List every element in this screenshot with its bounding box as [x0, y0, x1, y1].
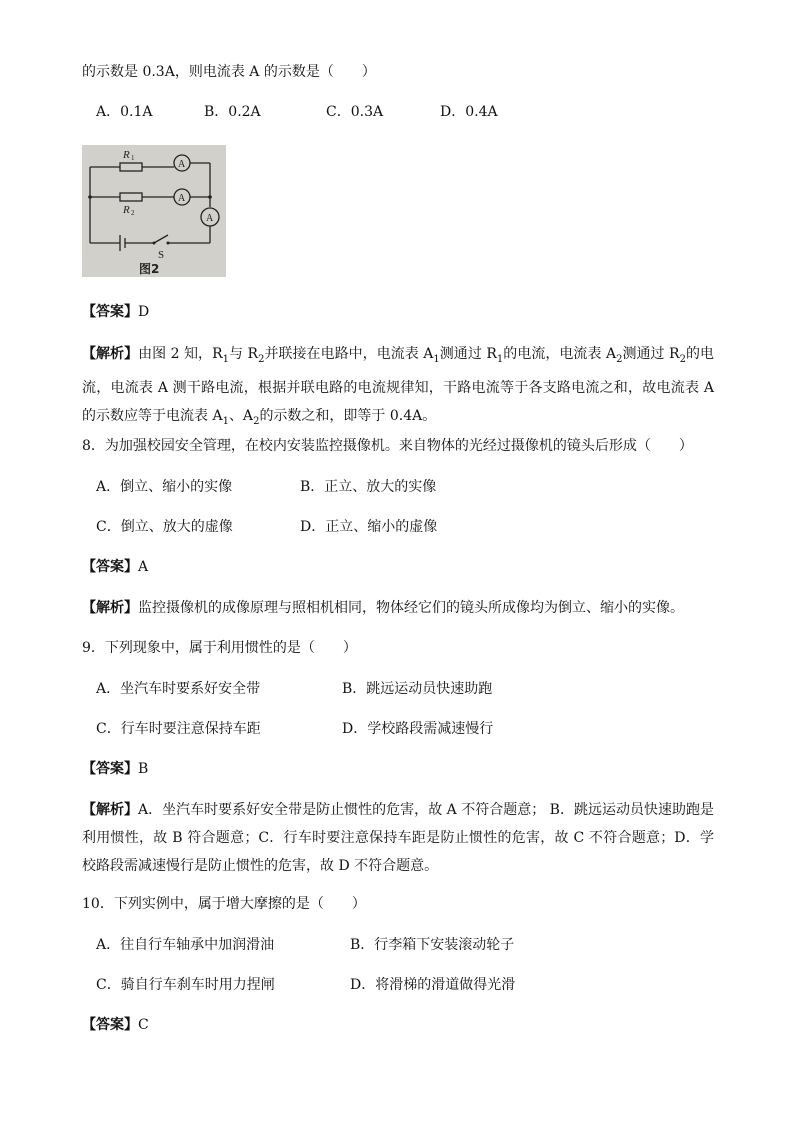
- q9-stem: 9．下列现象中，属于利用惯性的是（ ）: [82, 640, 357, 656]
- analysis-text: 、A: [228, 407, 254, 424]
- answer-value: C: [138, 1017, 149, 1033]
- analysis-tag: 【解析】: [82, 802, 139, 818]
- analysis-text: 测通过 R: [622, 346, 680, 362]
- analysis-tag: 【解析】: [82, 346, 139, 362]
- analysis-text: 的电流，电流表 A 测干路电流，根据并联电路的电流规律知，干路电流等于各支路电流之和，故电流表 A 的示数应等于电流表 A: [82, 346, 715, 424]
- q7-answer: [82, 302, 714, 322]
- q8-stem: 8．为加强校园安全管理，在校内安装监控摄像机。来自物体的光经过摄像机的镜头后形成（ ）: [82, 438, 693, 454]
- analysis-text: 的示数之和，即等于 0.4A。: [259, 407, 437, 424]
- q9-analysis: [82, 796, 714, 880]
- answer-tag: 【答案】: [82, 304, 138, 320]
- q7-analysis: [82, 340, 714, 436]
- q7-option-a: A．0.1A: [96, 104, 153, 120]
- q9-answer: [82, 759, 714, 779]
- answer-tag: 【答案】: [82, 559, 138, 575]
- r2-label: R: [123, 204, 130, 216]
- q7-option-c: C．0.3A: [326, 104, 384, 120]
- q10-option-a: A．往自行车轴承中加润滑油: [96, 937, 275, 953]
- circuit-diagram: [82, 145, 226, 277]
- subscript: 2: [616, 353, 623, 365]
- ammeter-a2-label: A: [178, 193, 186, 204]
- q9-option-c: C．行车时要注意保持车距: [96, 721, 261, 737]
- analysis-text: 并联接在电路中，电流表 A: [264, 346, 434, 362]
- answer-value: B: [138, 761, 149, 777]
- analysis-text: A．坐汽车时要系好安全带是防止惯性的危害，故 A 不符合题意； B．跳远运动员快速助跑是利用惯性，故 B 符合题意；C．行车时要注意保持车距是防止惯性的危害，故 C 不符合题意；D．学校路段需减速慢行是防止惯性的危害，故 D 不符合题意。: [82, 802, 715, 874]
- figure-caption: 图2: [139, 262, 160, 276]
- q7-stem-tail: 的示数是 0.3A，则电流表 A 的示数是（ ）: [82, 64, 376, 80]
- subscript: 1: [433, 353, 440, 365]
- analysis-text: 的电流，电流表 A: [503, 346, 617, 362]
- q7-option-d: D．0.4A: [440, 104, 498, 120]
- q8-analysis: [82, 598, 714, 618]
- resistor-r1: [120, 163, 142, 171]
- q10-stem: 10．下列实例中，属于增大摩擦的是（ ）: [82, 896, 366, 912]
- subscript: 2: [679, 353, 686, 365]
- q10-answer: [82, 1015, 714, 1035]
- switch-s: [154, 235, 168, 243]
- answer-tag: 【答案】: [82, 761, 138, 777]
- analysis-text: 由图 2 知，R: [138, 346, 223, 362]
- subscript: 1: [496, 353, 504, 365]
- subscript: 1: [222, 415, 229, 427]
- ammeter-a1-label: A: [178, 159, 186, 170]
- analysis-tag: 【解析】: [82, 600, 138, 616]
- switch-label: S: [158, 249, 165, 261]
- q10-option-b: B．行李箱下安装滚动轮子: [350, 937, 515, 953]
- ammeter-a-label: A: [206, 213, 214, 224]
- q9-option-a: A．坐汽车时要系好安全带: [96, 681, 261, 697]
- circuit-figure: [82, 145, 226, 277]
- q8-option-b: B．正立、放大的实像: [300, 479, 437, 495]
- q9-option-d: D．学校路段需减速慢行: [342, 721, 494, 737]
- answer-value: D: [138, 304, 150, 320]
- q8-option-d: D．正立、缩小的虚像: [300, 519, 438, 535]
- analysis-text: 测通过 R: [439, 346, 497, 362]
- q10-option-c: C．骑自行车刹车时用力捏闸: [96, 977, 275, 993]
- r1-label: R: [123, 149, 130, 161]
- analysis-text: 与 R: [229, 346, 259, 362]
- r1-sub: 1: [131, 154, 135, 162]
- analysis-text: 监控摄像机的成像原理与照相机相同，物体经它们的镜头所成像均为倒立、缩小的实像。: [138, 600, 684, 616]
- answer-value: A: [138, 559, 149, 575]
- q7-option-b: B．0.2A: [204, 104, 261, 120]
- r2-sub: 2: [131, 209, 135, 217]
- q8-answer: [82, 557, 714, 577]
- answer-tag: 【答案】: [82, 1017, 138, 1033]
- subscript: 2: [253, 415, 260, 427]
- subscript: 1: [222, 353, 229, 365]
- q8-option-c: C．倒立、放大的虚像: [96, 519, 233, 535]
- subscript: 2: [258, 353, 265, 365]
- q10-option-d: D．将滑梯的滑道做得光滑: [350, 977, 516, 993]
- resistor-r2: [120, 193, 142, 201]
- q9-option-b: B．跳远运动员快速助跑: [342, 681, 493, 697]
- q8-option-a: A．倒立、缩小的实像: [96, 479, 233, 495]
